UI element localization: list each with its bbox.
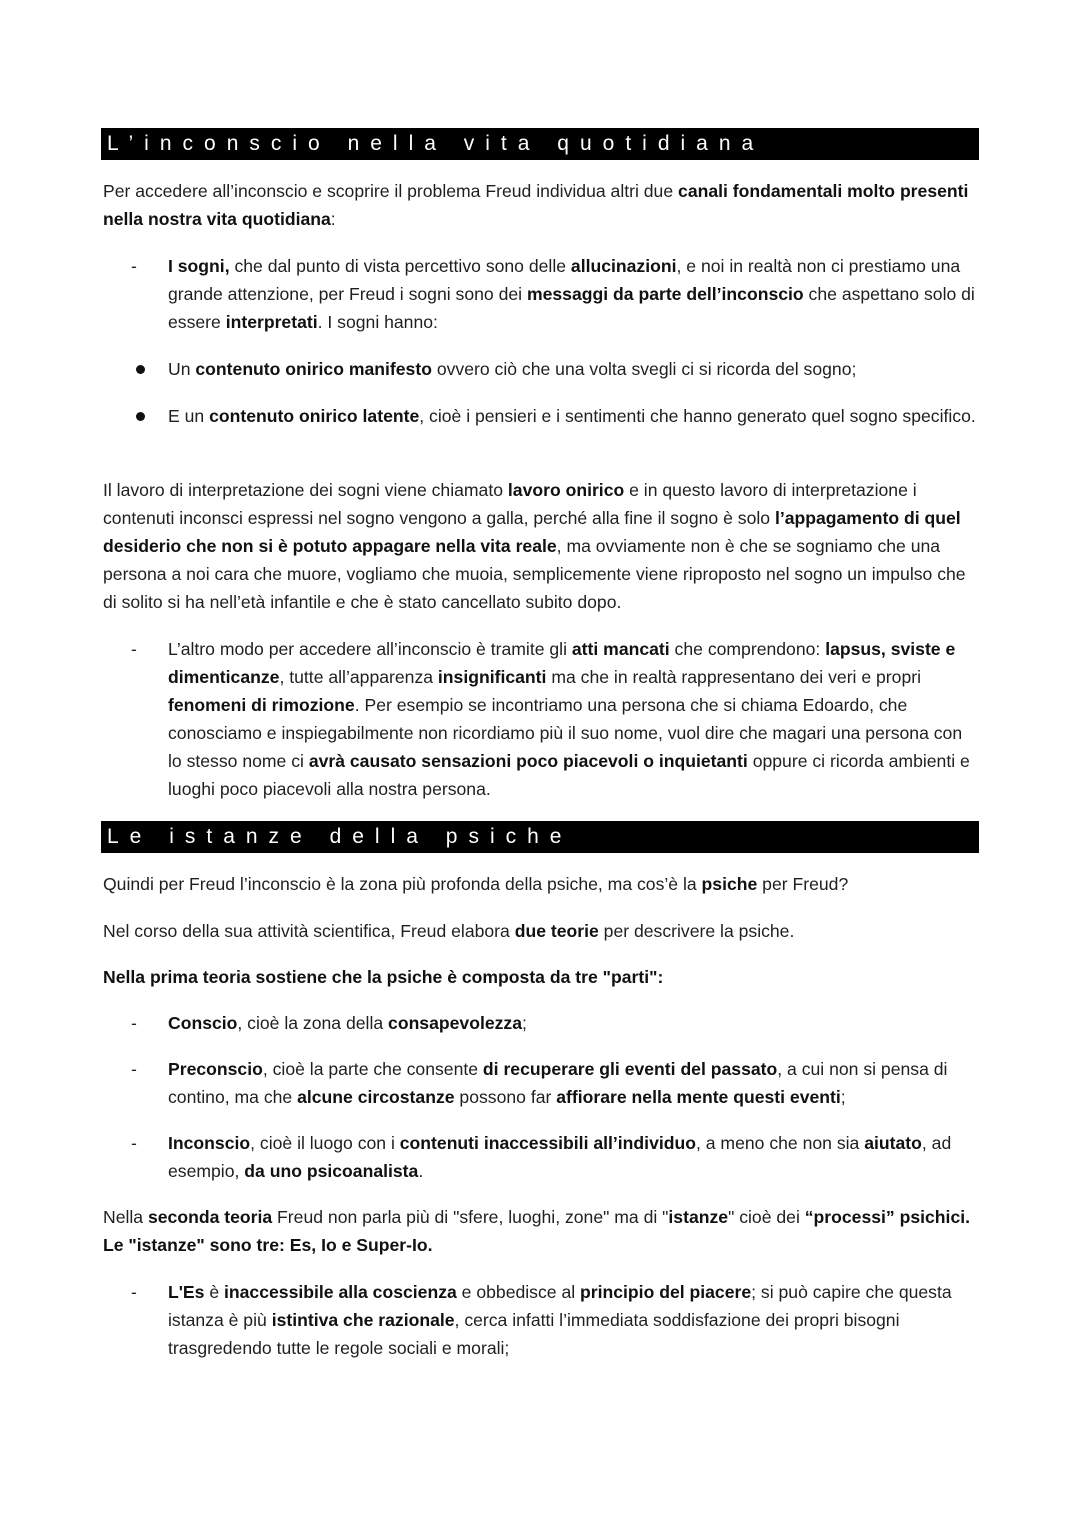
bold-span: canali fondamentali molto presenti nella nostra vita quotidiana [103, 181, 969, 229]
bold-span: inaccessibile alla coscienza [224, 1282, 457, 1302]
text-span: è [204, 1282, 225, 1302]
bold-span: interpretati [225, 312, 318, 332]
list-item-atti-mancati [168, 635, 980, 803]
bold-span: messaggi da parte dell’inconscio [526, 284, 804, 304]
bold-span: alcune circostanze [297, 1087, 455, 1107]
text-span: , a cui non si pensa di contino, ma che [168, 1059, 948, 1107]
paragraph-lavoro-onirico [103, 476, 983, 616]
dash-marker: - [131, 1282, 137, 1302]
bold-span: consapevolezza [388, 1013, 522, 1033]
text-span: e in questo lavoro di interpretazione i contenuti inconsci espressi nel sogno vengono a galla, perché alla fine il sogno è solo [103, 480, 917, 528]
dash-marker: - [131, 256, 137, 276]
text-span: che aspettano solo di essere [168, 284, 975, 332]
text-span: oppure ci ricorda ambienti e luoghi poco piacevoli alla nostra persona. [168, 751, 970, 799]
bold-span: da uno psicoanalista [244, 1161, 419, 1181]
dash-marker: - [131, 1013, 137, 1033]
text-span: che comprendono: [669, 639, 826, 659]
list-item-conscio [168, 1009, 980, 1037]
bullet-dot-icon [136, 412, 145, 421]
bullet-dot-icon [136, 365, 145, 374]
text-span: Nel corso della sua attività scientifica, Freud elabora [103, 921, 515, 941]
bold-span: insignificanti [437, 667, 547, 687]
bold-span: l’appagamento di quel desiderio che non si è potuto appagare nella vita reale [103, 508, 961, 556]
text-span: , ad esempio, [168, 1133, 952, 1181]
bold-span: lapsus, sviste e dimenticanze [168, 639, 956, 687]
bold-span: avrà causato sensazioni poco piacevoli o inquietanti [308, 751, 748, 771]
bold-span: istanze [668, 1207, 729, 1227]
bold-span: principio del piacere [580, 1282, 752, 1302]
bold-span: contenuti inaccessibili all’individuo [399, 1133, 696, 1153]
bold-span: seconda teoria [147, 1207, 273, 1227]
text-span: ovvero ciò che una volta svegli ci si ricorda del sogno; [431, 359, 857, 379]
text-span: , cioè la zona della [237, 1013, 389, 1033]
text-span: che dal punto di vista percettivo sono delle [229, 256, 571, 276]
bold-span: affiorare nella mente questi eventi [556, 1087, 841, 1107]
list-item-es [168, 1278, 980, 1362]
text-span: : [330, 209, 336, 229]
paragraph-teorie [103, 917, 983, 945]
text-span: ma che in realtà rappresentano dei veri e propri [546, 667, 922, 687]
bold-span: di recuperare gli eventi del passato [482, 1059, 778, 1079]
bold-span: aiutato [864, 1133, 922, 1153]
text-span: , cerca infatti l’immediata soddisfazione dei propri bisogni trasgredendo tutte le regole sociali e morali; [168, 1310, 900, 1358]
bold-span: contenuto onirico manifesto [195, 359, 432, 379]
bold-span: Conscio [168, 1013, 238, 1033]
dash-marker: - [131, 1059, 137, 1079]
bold-span: atti mancati [571, 639, 670, 659]
text-span: ; si può capire che questa istanza è più [168, 1282, 952, 1330]
paragraph-question [103, 870, 983, 898]
text-span: " cioè dei [728, 1207, 805, 1227]
text-span: , a meno che non sia [695, 1133, 865, 1153]
text-span: possono far [454, 1087, 557, 1107]
paragraph-prima-teoria [103, 963, 983, 991]
bold-span: fenomeni di rimozione [168, 695, 355, 715]
bold-span: Preconscio [168, 1059, 263, 1079]
dash-marker: - [131, 1133, 137, 1153]
bold-span: allucinazioni [570, 256, 677, 276]
text-span: L’altro modo per accedere all’inconscio è tramite gli [168, 639, 572, 659]
text-span: Per accedere all’inconscio e scoprire il problema Freud individua altri due [103, 181, 679, 201]
bold-span: “processi” psichici. Le "istanze" sono tre: Es, Io e Super-Io. [103, 1207, 971, 1255]
text-span: Il lavoro di interpretazione dei sogni viene chiamato [103, 480, 508, 500]
bold-span: due teorie [514, 921, 599, 941]
dash-marker: - [131, 639, 137, 659]
text-span: , cioè la parte che consente [262, 1059, 483, 1079]
text-span: . [418, 1161, 424, 1181]
text-span: per descrivere la psiche. [598, 921, 795, 941]
text-span: e obbedisce al [456, 1282, 581, 1302]
text-span: Freud non parla più di "sfere, luoghi, zone" ma di " [272, 1207, 669, 1227]
text-span: Nella [103, 1207, 148, 1227]
text-span: , cioè il luogo con i [250, 1133, 400, 1153]
text-span: . I sogni hanno: [317, 312, 438, 332]
text-span: ; [522, 1013, 527, 1033]
text-span: E un [168, 406, 210, 426]
bold-span: Nella prima teoria sostiene che la psiche è composta da tre "parti": [103, 967, 664, 987]
section-heading-inconscio: L’inconscio nella vita quotidiana [101, 128, 979, 160]
text-span: Quindi per Freud l’inconscio è la zona più profonda della psiche, ma cos’è la [103, 874, 702, 894]
text-span: per Freud? [757, 874, 849, 894]
bold-span: Inconscio [168, 1133, 251, 1153]
text-span: ; [840, 1087, 846, 1107]
bold-span: istintiva che razionale [271, 1310, 455, 1330]
bold-span: L'Es [168, 1282, 205, 1302]
section-heading-istanze: Le istanze della psiche [101, 821, 979, 853]
text-span: , tutte all’apparenza [279, 667, 438, 687]
list-item-sogni [168, 252, 980, 336]
text-span: Un [168, 359, 196, 379]
text-span: , cioè i pensieri e i sentimenti che hanno generato quel sogno specifico. [419, 406, 976, 426]
text-span: , ma ovviamente non è che se sogniamo che una persona a noi cara che muore, vogliamo che muoia, semplicemente viene riproposto nel sogno un impulso che di solito si ha nell’età infantile e che è stato cancellato subito dopo. [103, 536, 966, 612]
paragraph-seconda-teoria [103, 1203, 983, 1259]
bold-span: contenuto onirico latente [209, 406, 420, 426]
bold-span: psiche [701, 874, 758, 894]
paragraph-intro [103, 177, 983, 233]
bold-span: I sogni, [168, 256, 230, 276]
text-span: , e noi in realtà non ci prestiamo una grande attenzione, per Freud i sogni sono dei [168, 256, 961, 304]
list-item-preconscio [168, 1055, 980, 1111]
list-item-manifesto [168, 355, 980, 383]
bold-span: lavoro onirico [507, 480, 625, 500]
list-item-latente [168, 402, 980, 430]
list-item-inconscio [168, 1129, 980, 1185]
text-span: . Per esempio se incontriamo una persona che si chiama Edoardo, che conosciamo e inspiegabilmente non ricordiamo più il suo nome, vuol dire che magari una persona con lo stesso nome ci [168, 695, 963, 771]
